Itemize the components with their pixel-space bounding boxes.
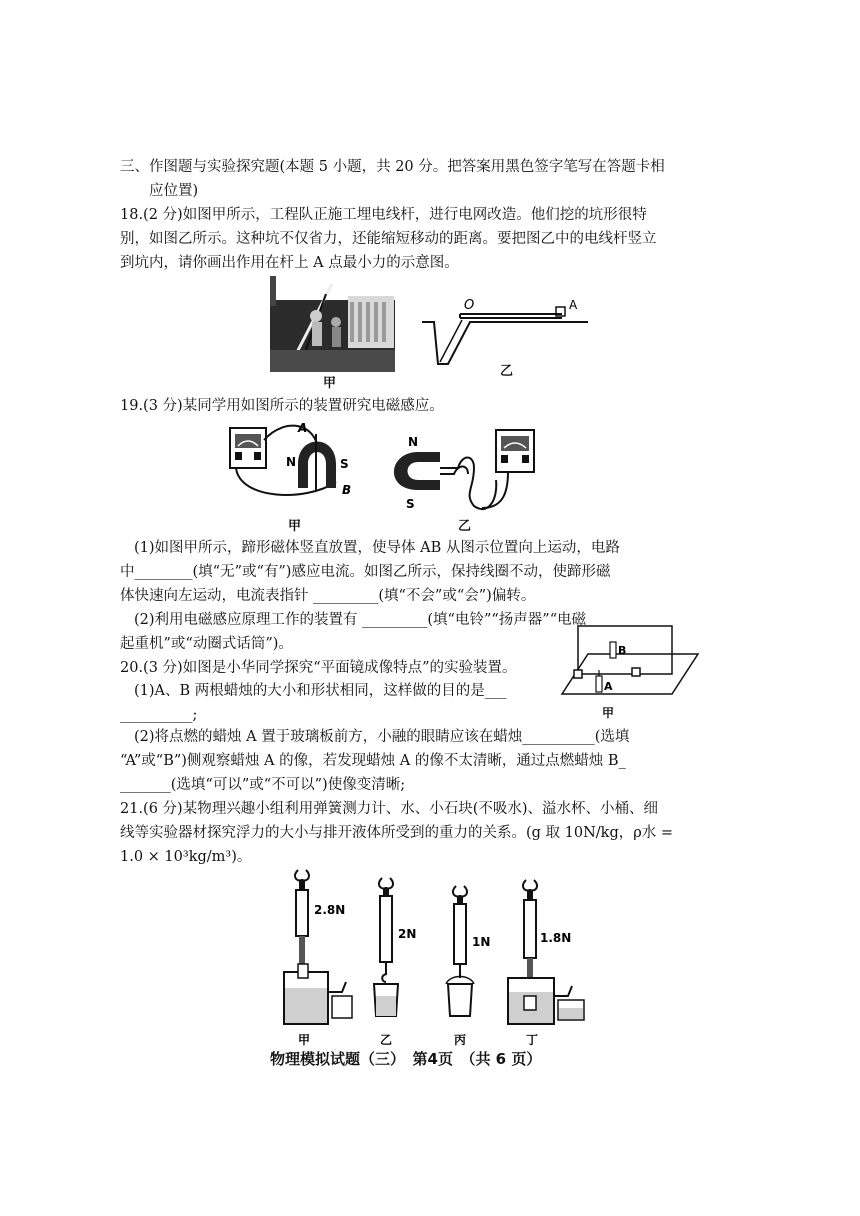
q19-fig-yi-label: 乙 bbox=[458, 519, 472, 534]
q19-figure-jia bbox=[226, 420, 366, 520]
q21-setup-yi bbox=[374, 878, 416, 1047]
q21-label-ding: 丁 bbox=[526, 1033, 539, 1047]
q19-p1-line2: 中________(填“无”或“有”)感应电流。如图乙所示，保持线圈不动，使蹄形磁 bbox=[120, 564, 611, 580]
q20-p2-line1: (2)将点燃的蜡烛 A 置于玻璃板前方，小融的眼睛应该在蜡烛__________(选填 bbox=[134, 729, 630, 745]
q19-fig-jia-label: 甲 bbox=[288, 519, 302, 534]
q20-p2-line3: _______(选填“可以”或“不可以”)使像变清晰; bbox=[120, 777, 406, 793]
q19-label-b: B bbox=[342, 483, 352, 497]
q21-setup-jia bbox=[284, 870, 352, 1047]
q20-label-b: B bbox=[618, 644, 627, 657]
q21-label-jia: 甲 bbox=[298, 1033, 311, 1047]
q21-reading-bing: 1N bbox=[472, 935, 491, 949]
q21-label-bing: 丙 bbox=[454, 1033, 467, 1047]
q18-line3: 到坑内，请你画出作用在杆上 A 点最小力的示意图。 bbox=[120, 255, 459, 271]
q20-p2-line2: “A”或“B”)侧观察蜡烛 A 的像，若发现蜡烛 A 的像不太清晰，通过点燃蜡烛 B_ bbox=[120, 753, 626, 769]
q18-line2: 别，如图乙所示。这种坑不仅省力，还能缩短移动的距离。要把图乙中的电线杆竖立 bbox=[120, 231, 657, 247]
q18-line1: 18.(2 分)如图甲所示，工程队正施工埋电线杆，进行电网改造。他们挖的坑形很特 bbox=[120, 207, 647, 223]
q21-line2: 线等实验器材探究浮力的大小与排开液体所受到的重力的关系。(g 取 10N/kg，ρ水 = bbox=[120, 825, 674, 841]
q20-p1-line2: __________; bbox=[120, 707, 198, 723]
q21-line1: 21.(6 分)某物理兴趣小组利用弹簧测力计、水、小石块(不吸水)、溢水杯、小桶、细 bbox=[120, 801, 659, 817]
q21-label-yi: 乙 bbox=[380, 1033, 393, 1047]
q21-reading-yi: 2N bbox=[398, 927, 417, 941]
q18-fig-yi-label: 乙 bbox=[500, 364, 514, 379]
q19-label-a: A bbox=[298, 421, 308, 435]
q20-line1: 20.(3 分)如图是小华同学探究“平面镜成像特点”的实验装置。 bbox=[120, 660, 517, 676]
q19-line1: 19.(3 分)某同学用如图所示的装置研究电磁感应。 bbox=[120, 398, 444, 414]
page-footer: 物理模拟试题（三） 第4页 （共 6 页） bbox=[270, 1050, 542, 1068]
q21-setup-bing bbox=[446, 886, 490, 1047]
q21-line3: 1.0 × 10³kg/m³)。 bbox=[120, 849, 252, 865]
q19-label-s2: S bbox=[406, 497, 415, 511]
q21-reading-jia: 2.8N bbox=[314, 903, 346, 917]
q20-figure-jia bbox=[560, 620, 700, 708]
q19-p1-line1: (1)如图甲所示，蹄形磁体竖直放置，使导体 AB 从图示位置向上运动，电路 bbox=[134, 540, 620, 556]
q19-p1-line3: 体快速向左运动，电流表指针 _________(填“不会”或“会”)偏转。 bbox=[120, 588, 536, 604]
q19-p2-line2: 起重机”或“动圈式话筒”)。 bbox=[120, 636, 293, 652]
q21-reading-ding: 1.8N bbox=[540, 931, 572, 945]
q20-p1-line1: (1)A、B 两根蜡烛的大小和形状相同，这样做的目的是___ bbox=[134, 683, 507, 699]
q21-figure bbox=[270, 868, 590, 1048]
q19-label-s1: S bbox=[340, 457, 349, 471]
q18-fig-jia-label: 甲 bbox=[323, 376, 337, 391]
q18-label-o: O bbox=[464, 298, 475, 313]
q19-label-n2: N bbox=[408, 435, 419, 449]
section-title: 三、作图题与实验探究题(本题 5 小题，共 20 分。把答案用黑色签字笔写在答题卡相 bbox=[120, 159, 665, 175]
q20-fig-jia-label: 甲 bbox=[602, 706, 615, 720]
q19-p2-line1: (2)利用电磁感应原理工作的装置有 _________(填“电铃”“扬声器”“电磁 bbox=[134, 612, 587, 628]
section-title-cont: 应位置) bbox=[149, 183, 199, 199]
q19-label-n1: N bbox=[286, 455, 297, 469]
q18-photo-jia bbox=[270, 276, 395, 372]
q21-setup-ding bbox=[508, 880, 584, 1047]
q20-label-a: A bbox=[604, 680, 613, 693]
q18-label-a: A bbox=[569, 298, 578, 312]
q19-figure-yi bbox=[378, 424, 544, 520]
